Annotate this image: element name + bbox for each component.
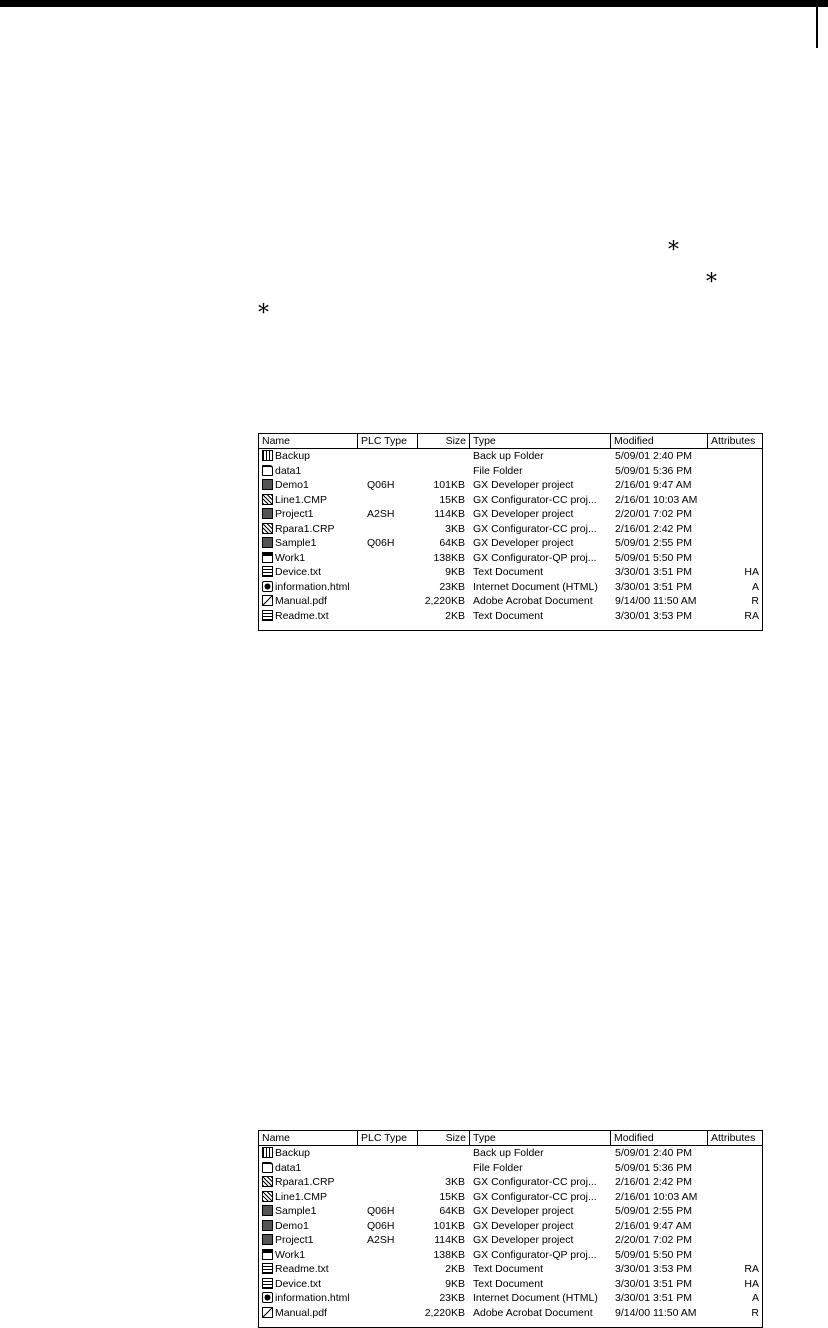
text-document-icon — [262, 1278, 273, 1289]
type-cell: GX Developer project — [473, 1219, 574, 1232]
file-name: Rpara1.CRP — [275, 1176, 335, 1188]
side-rule — [816, 7, 818, 48]
column-header-attributes[interactable]: Attributes — [708, 434, 763, 448]
file-name-cell — [262, 449, 358, 464]
type-cell: Text Document — [473, 566, 544, 578]
file-name-cell — [262, 1277, 358, 1292]
table-row[interactable] — [259, 1146, 762, 1161]
list-header — [259, 434, 762, 449]
backup-folder-icon — [262, 1147, 273, 1158]
text-document-icon — [262, 566, 273, 577]
attributes-cell: RA — [744, 609, 759, 622]
list-header — [259, 1131, 762, 1146]
table-row[interactable] — [259, 464, 762, 479]
modified-cell: 5/09/01 5:50 PM — [615, 1248, 693, 1261]
plc-type-cell: Q06H — [367, 1219, 395, 1232]
table-row[interactable] — [259, 1204, 762, 1219]
file-name: Manual.pdf — [275, 1306, 327, 1319]
column-header-type[interactable]: Type — [470, 434, 611, 448]
type-cell: Back up Folder — [473, 450, 544, 462]
modified-cell: 5/09/01 2:55 PM — [615, 537, 693, 549]
file-name: Line1.CMP — [275, 493, 327, 506]
table-row[interactable] — [259, 1291, 762, 1306]
file-name-cell — [262, 1161, 358, 1176]
modified-cell: 2/16/01 9:47 AM — [615, 479, 692, 491]
file-name-cell — [262, 522, 358, 537]
type-cell: GX Developer project — [473, 508, 574, 520]
type-cell: GX Configurator-CC proj... — [473, 522, 597, 535]
type-cell: Text Document — [473, 609, 544, 622]
file-name-cell — [262, 1248, 358, 1263]
file-name: Backup — [275, 450, 311, 462]
size-cell: 9KB — [445, 1277, 465, 1290]
table-row[interactable] — [259, 1175, 762, 1190]
column-header-name[interactable]: Name — [259, 434, 358, 448]
file-name-cell — [262, 609, 358, 624]
modified-cell: 3/30/01 3:53 PM — [615, 1263, 693, 1275]
file-name-cell — [262, 551, 358, 566]
size-cell: 2,220KB — [424, 595, 465, 607]
file-name: Readme.txt — [275, 1263, 329, 1275]
column-header-attributes[interactable]: Attributes — [708, 1131, 763, 1145]
file-name-cell — [262, 565, 358, 580]
file-name: Demo1 — [275, 479, 309, 491]
table-row[interactable] — [259, 609, 762, 624]
footnote-asterisk-2: * — [706, 270, 717, 295]
file-name-cell — [262, 594, 358, 609]
modified-cell: 5/09/01 2:55 PM — [615, 1205, 693, 1217]
table-row[interactable] — [259, 1190, 762, 1205]
gx-configurator-cc-icon — [262, 1176, 273, 1187]
table-row[interactable] — [259, 493, 762, 508]
file-name: Line1.CMP — [275, 1190, 327, 1203]
gx-developer-project-icon — [262, 479, 273, 490]
gx-configurator-cc-icon — [262, 1191, 273, 1202]
table-row[interactable] — [259, 449, 762, 464]
file-name-cell — [262, 1175, 358, 1190]
modified-cell: 3/30/01 3:51 PM — [615, 1277, 693, 1290]
file-name: Project1 — [275, 508, 314, 520]
file-name: Device.txt — [275, 1277, 322, 1290]
file-name: Demo1 — [275, 1219, 309, 1232]
file-name: Sample1 — [275, 537, 317, 549]
size-cell: 114KB — [434, 1234, 465, 1246]
file-name-cell — [262, 1262, 358, 1277]
gx-configurator-cc-icon — [262, 494, 273, 505]
size-cell: 9KB — [445, 566, 465, 578]
html-document-icon — [262, 581, 273, 592]
attributes-cell: HA — [744, 1277, 759, 1290]
file-name: Sample1 — [275, 1205, 317, 1217]
size-cell: 101KB — [433, 1219, 465, 1232]
pdf-document-icon — [262, 1307, 273, 1318]
file-name: Work1 — [275, 551, 306, 564]
attributes-cell: A — [751, 1292, 759, 1304]
file-name-cell — [262, 464, 358, 479]
type-cell: Internet Document (HTML) — [473, 1292, 598, 1304]
size-cell: 3KB — [445, 522, 465, 535]
attributes-cell: HA — [744, 566, 759, 578]
file-name: information.html — [275, 580, 350, 593]
type-cell: Text Document — [473, 1277, 544, 1290]
file-name: Device.txt — [275, 566, 322, 578]
gx-developer-project-icon — [262, 508, 273, 519]
type-cell: Text Document — [473, 1263, 544, 1275]
column-header-plc-type[interactable]: PLC Type — [358, 434, 418, 448]
size-cell: 2KB — [445, 609, 465, 622]
type-cell: GX Configurator-CC proj... — [473, 1190, 597, 1203]
plc-type-cell: Q06H — [367, 1205, 395, 1217]
file-name-cell — [262, 1291, 358, 1306]
column-header-size[interactable]: Size — [418, 434, 470, 448]
modified-cell: 2/16/01 9:47 AM — [615, 1219, 692, 1232]
table-row[interactable] — [259, 478, 762, 493]
gx-developer-project-icon — [262, 1205, 273, 1216]
gx-developer-project-icon — [262, 537, 273, 548]
type-cell: GX Configurator-CC proj... — [473, 1176, 597, 1188]
size-cell: 101KB — [433, 479, 465, 491]
modified-cell: 2/16/01 10:03 AM — [615, 1190, 698, 1203]
table-row[interactable] — [259, 1161, 762, 1176]
html-document-icon — [262, 1292, 273, 1303]
file-name-cell — [262, 493, 358, 508]
attributes-cell: R — [751, 1306, 759, 1319]
list-body — [259, 449, 762, 623]
column-header-modified[interactable]: Modified — [611, 1131, 708, 1145]
file-name: Manual.pdf — [275, 595, 327, 607]
plc-type-cell: A2SH — [367, 508, 395, 520]
table-row[interactable] — [259, 1233, 762, 1248]
size-cell: 3KB — [445, 1176, 465, 1188]
table-row[interactable] — [259, 565, 762, 580]
modified-cell: 2/16/01 2:42 PM — [615, 1176, 693, 1188]
gx-configurator-cc-icon — [262, 523, 273, 534]
modified-cell: 2/16/01 2:42 PM — [615, 522, 693, 535]
type-cell: GX Developer project — [473, 1205, 574, 1217]
type-cell: GX Developer project — [473, 1234, 574, 1246]
plc-type-cell: Q06H — [367, 537, 395, 549]
size-cell: 15KB — [439, 493, 465, 506]
file-list-view-2 — [258, 1130, 763, 1328]
table-row[interactable] — [259, 1248, 762, 1263]
attributes-cell: RA — [744, 1263, 759, 1275]
table-row[interactable] — [259, 1219, 762, 1234]
file-name: data1 — [275, 1161, 302, 1174]
file-name-cell — [262, 1233, 358, 1248]
file-name: Readme.txt — [275, 609, 329, 622]
table-row[interactable] — [259, 1262, 762, 1277]
type-cell: File Folder — [473, 464, 523, 477]
table-row[interactable] — [259, 1306, 762, 1321]
column-header-plc-type[interactable]: PLC Type — [358, 1131, 418, 1145]
size-cell: 64KB — [439, 1205, 465, 1217]
plc-type-cell: Q06H — [367, 479, 395, 491]
modified-cell: 2/16/01 10:03 AM — [615, 493, 698, 506]
attributes-cell: A — [751, 580, 759, 593]
type-cell: File Folder — [473, 1161, 523, 1174]
text-document-icon — [262, 1263, 273, 1274]
file-name: Rpara1.CRP — [275, 522, 335, 535]
table-row[interactable] — [259, 536, 762, 551]
modified-cell: 9/14/00 11:50 AM — [615, 595, 697, 607]
modified-cell: 5/09/01 5:36 PM — [615, 464, 693, 477]
footnote-asterisk-1: * — [668, 238, 679, 263]
type-cell: GX Configurator-QP proj... — [473, 1248, 597, 1261]
modified-cell: 9/14/00 11:50 AM — [615, 1306, 697, 1319]
type-cell: GX Developer project — [473, 537, 574, 549]
type-cell: Internet Document (HTML) — [473, 580, 598, 593]
modified-cell: 3/30/01 3:51 PM — [615, 580, 693, 593]
top-rule — [0, 0, 828, 7]
text-document-icon — [262, 610, 273, 621]
file-name-cell — [262, 536, 358, 551]
footnote-asterisk-3: * — [258, 301, 269, 326]
size-cell: 138KB — [433, 1248, 465, 1261]
modified-cell: 2/20/01 7:02 PM — [615, 1234, 693, 1246]
size-cell: 2,220KB — [424, 1306, 465, 1319]
type-cell: Adobe Acrobat Document — [473, 595, 593, 607]
file-name-cell — [262, 1146, 358, 1161]
type-cell: GX Configurator-QP proj... — [473, 551, 597, 564]
modified-cell: 5/09/01 5:50 PM — [615, 551, 693, 564]
file-name: Work1 — [275, 1248, 306, 1261]
modified-cell: 3/30/01 3:51 PM — [615, 566, 693, 578]
table-row[interactable] — [259, 507, 762, 522]
pdf-document-icon — [262, 595, 273, 606]
table-row[interactable] — [259, 522, 762, 537]
table-row[interactable] — [259, 551, 762, 566]
column-header-name[interactable]: Name — [259, 1131, 358, 1145]
size-cell: 64KB — [439, 537, 465, 549]
type-cell: GX Configurator-CC proj... — [473, 493, 597, 506]
file-name-cell — [262, 1219, 358, 1234]
modified-cell: 5/09/01 2:40 PM — [615, 1147, 693, 1159]
gx-configurator-qp-icon — [262, 552, 273, 563]
file-name-cell — [262, 1306, 358, 1321]
table-row[interactable] — [259, 594, 762, 609]
folder-icon — [262, 1162, 273, 1173]
size-cell: 23KB — [439, 580, 465, 593]
type-cell: GX Developer project — [473, 479, 574, 491]
column-header-type[interactable]: Type — [470, 1131, 611, 1145]
file-name-cell — [262, 580, 358, 595]
file-name: Project1 — [275, 1234, 314, 1246]
file-name: data1 — [275, 464, 302, 477]
size-cell: 2KB — [445, 1263, 465, 1275]
backup-folder-icon — [262, 450, 273, 461]
modified-cell: 2/20/01 7:02 PM — [615, 508, 693, 520]
file-name-cell — [262, 1204, 358, 1219]
table-row[interactable] — [259, 580, 762, 595]
file-list-view-1 — [258, 433, 763, 631]
list-body — [259, 1146, 762, 1320]
column-header-modified[interactable]: Modified — [611, 434, 708, 448]
file-name: information.html — [275, 1292, 350, 1304]
size-cell: 23KB — [439, 1292, 465, 1304]
column-header-size[interactable]: Size — [418, 1131, 470, 1145]
gx-configurator-qp-icon — [262, 1249, 273, 1260]
type-cell: Adobe Acrobat Document — [473, 1306, 593, 1319]
size-cell: 114KB — [434, 508, 465, 520]
folder-icon — [262, 465, 273, 476]
gx-developer-project-icon — [262, 1220, 273, 1231]
file-name: Backup — [275, 1147, 311, 1159]
modified-cell: 5/09/01 5:36 PM — [615, 1161, 693, 1174]
size-cell: 15KB — [439, 1190, 465, 1203]
type-cell: Back up Folder — [473, 1147, 544, 1159]
attributes-cell: R — [751, 595, 759, 607]
file-name-cell — [262, 1190, 358, 1205]
plc-type-cell: A2SH — [367, 1234, 395, 1246]
gx-developer-project-icon — [262, 1234, 273, 1245]
modified-cell: 3/30/01 3:51 PM — [615, 1292, 693, 1304]
file-name-cell — [262, 507, 358, 522]
modified-cell: 5/09/01 2:40 PM — [615, 450, 693, 462]
file-name-cell — [262, 478, 358, 493]
table-row[interactable] — [259, 1277, 762, 1292]
size-cell: 138KB — [433, 551, 465, 564]
modified-cell: 3/30/01 3:53 PM — [615, 609, 693, 622]
